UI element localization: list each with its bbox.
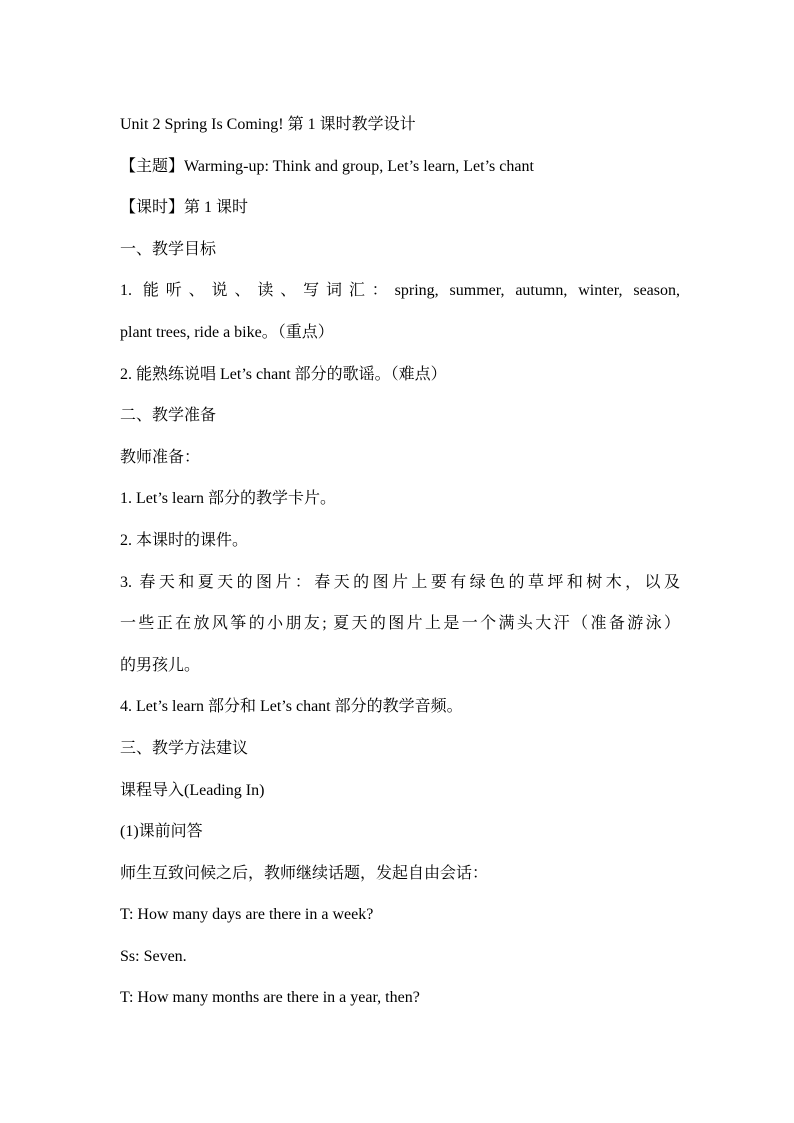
preparation-item-3-line-1: 3. 春天和夏天的图片：春天的图片上要有绿色的草坪和树木，以及 — [120, 573, 680, 591]
objective-1-line-1: 1. 能听、说、读、写词汇：spring, summer, autumn, winter, season, — [120, 282, 680, 300]
preparation-item-1: 1. Let’s learn 部分的教学卡片。 — [120, 490, 336, 508]
pre-class-qa-heading: (1)课前问答 — [120, 823, 203, 841]
leading-in-heading: 课程导入(Leading In) — [120, 781, 265, 799]
objective-2: 2. 能熟练说唱 Let’s chant 部分的歌谣。（难点） — [120, 365, 447, 383]
lesson-period-line: 【课时】第 1 课时 — [120, 199, 249, 217]
preparation-item-2: 2. 本课时的课件。 — [120, 531, 249, 549]
preparation-item-3-line-2: 一些正在放风筝的小朋友; 夏天的图片上是一个满头大汗（准备游泳） — [120, 615, 680, 633]
preparation-item-3-line-3: 的男孩儿。 — [120, 656, 201, 674]
dialogue-intro: 师生互致问候之后，教师继续话题，发起自由会话： — [120, 864, 489, 882]
section-heading-methods: 三、教学方法建议 — [120, 739, 249, 757]
preparation-item-4: 4. Let’s learn 部分和 Let’s chant 部分的教学音频。 — [120, 698, 463, 716]
document-title: Unit 2 Spring Is Coming! 第 1 课时教学设计 — [120, 116, 416, 133]
section-heading-preparation: 二、教学准备 — [120, 407, 217, 425]
topic-line: 【主题】Warming-up: Think and group, Let’s learn, Let’s chant — [120, 157, 534, 175]
dialogue-line-1: T: How many days are there in a week? — [120, 906, 374, 924]
dialogue-line-3: T: How many months are there in a year, then? — [120, 989, 420, 1007]
document-body — [120, 104, 680, 1019]
section-heading-objectives: 一、教学目标 — [120, 240, 217, 258]
objective-1-line-2: plant trees, ride a bike。（重点） — [120, 323, 334, 341]
dialogue-line-2: Ss: Seven. — [120, 947, 187, 965]
teacher-preparation-label: 教师准备： — [120, 448, 201, 466]
